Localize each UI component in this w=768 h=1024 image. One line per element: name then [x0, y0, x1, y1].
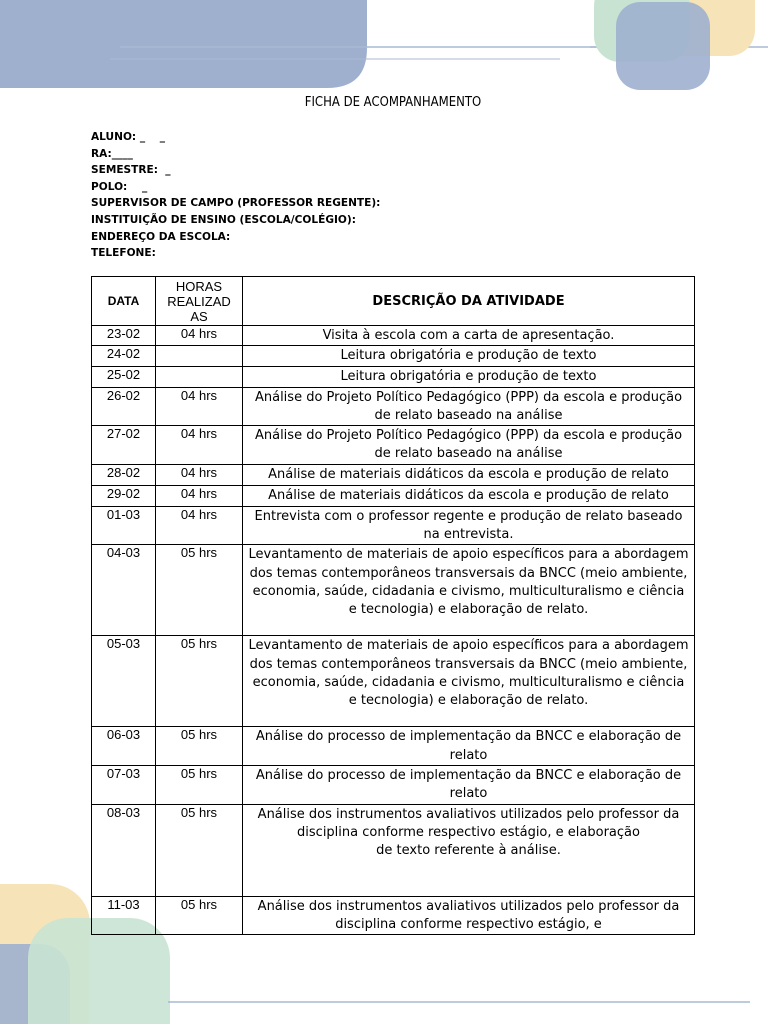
table-row — [92, 387, 695, 426]
table-row — [92, 896, 695, 935]
table-row — [92, 765, 695, 804]
table-row — [92, 545, 695, 636]
row-date: 11-03 — [92, 896, 156, 935]
activity-table — [91, 276, 695, 935]
description-line: Análise do Projeto Político Pedagógico (PPP) da escola e produção de relato baseado na análise — [254, 428, 683, 462]
row-description — [243, 346, 695, 366]
table-row — [92, 426, 695, 465]
table-row — [92, 485, 695, 506]
row-date: 05-03 — [92, 636, 156, 727]
description-line: Análise do processo de implementação da BNCC e elaboração de relato — [255, 767, 682, 802]
header-description: DESCRIÇÃO DA ATIVIDADE — [243, 277, 695, 326]
row-description — [243, 765, 695, 804]
row-description — [243, 727, 695, 766]
row-hours: 04 hrs — [156, 326, 243, 346]
table-row — [92, 346, 695, 366]
row-date: 27-02 — [92, 426, 156, 465]
row-date: 26-02 — [92, 387, 156, 426]
description-line: Entrevista com o professor regente e produção de relato baseado na entrevista. — [254, 508, 683, 543]
row-description — [243, 426, 695, 465]
row-date: 25-02 — [92, 366, 156, 387]
row-hours: 05 hrs — [156, 727, 243, 766]
row-description — [243, 506, 695, 545]
header-decoration — [0, 0, 768, 100]
table-row — [92, 636, 695, 727]
row-hours: 04 hrs — [156, 426, 243, 465]
header-hours: HORAS REALIZAD AS — [156, 277, 243, 326]
description-line: Análise do processo de implementação da BNCC e elaboração de relato — [255, 729, 682, 763]
row-date: 28-02 — [92, 464, 156, 485]
row-description — [243, 896, 695, 935]
description-line: Visita à escola com a carta de apresentação. — [322, 328, 615, 343]
description-line: Análise dos instrumentos avaliativos utilizados pelo professor da disciplina conforme respectivo estágio, e — [257, 898, 680, 932]
row-description — [243, 545, 695, 636]
student-info — [91, 129, 380, 262]
field-polo: POLO: _ — [91, 179, 148, 193]
row-hours: 05 hrs — [156, 545, 243, 636]
table-row — [92, 464, 695, 485]
row-date: 29-02 — [92, 485, 156, 506]
row-description — [243, 485, 695, 506]
row-date: 23-02 — [92, 326, 156, 346]
description-line: Leitura obrigatória e produção de texto — [340, 368, 597, 384]
table-row — [92, 366, 695, 387]
row-hours: 04 hrs — [156, 464, 243, 485]
row-date: 08-03 — [92, 804, 156, 896]
field-instituicao: INSTITUIÇÃO DE ENSINO (ESCOLA/COLÉGIO): — [91, 212, 356, 226]
field-telefone: TELEFONE: — [91, 246, 156, 260]
row-description — [243, 387, 695, 426]
row-description — [243, 804, 695, 896]
row-date: 04-03 — [92, 545, 156, 636]
header-date: DATA — [92, 277, 156, 326]
row-description — [243, 366, 695, 387]
page-title: FICHA DE ACOMPANHAMENTO — [304, 95, 482, 110]
field-supervisor: SUPERVISOR DE CAMPO (PROFESSOR REGENTE): — [91, 196, 381, 210]
row-hours: 05 hrs — [156, 765, 243, 804]
table-row — [92, 727, 695, 766]
row-hours: 05 hrs — [156, 896, 243, 935]
field-ra: RA:____ — [91, 146, 133, 160]
table-body — [92, 326, 695, 935]
row-hours: 04 hrs — [156, 506, 243, 545]
row-date: 24-02 — [92, 346, 156, 366]
row-hours: 05 hrs — [156, 804, 243, 896]
table-row — [92, 506, 695, 545]
description-line: Leitura obrigatória e produção de texto — [340, 348, 597, 364]
description-line: de texto referente à análise. — [376, 843, 561, 859]
field-endereco: ENDEREÇO DA ESCOLA: — [91, 229, 231, 243]
row-hours: 05 hrs — [156, 636, 243, 727]
row-description — [243, 326, 695, 346]
row-hours — [156, 346, 243, 366]
table-row — [92, 326, 695, 346]
field-aluno: ALUNO: _ _ — [91, 130, 166, 143]
description-line: Análise de materiais didáticos da escola e produção de relato — [268, 466, 669, 482]
row-hours — [156, 366, 243, 387]
description-line: Levantamento de materiais de apoio específicos para a abordagem dos temas contemporâneos transversais da BNCC (meio ambiente, economia, saúde, cidadania e civismo, multiculturalismo e ciência e tecnologia) e elaboração de relato. — [248, 547, 689, 618]
row-hours: 04 hrs — [156, 485, 243, 506]
description-line: Análise do Projeto Político Pedagógico (PPP) da escola e produção de relato baseado na análise — [254, 389, 683, 423]
row-date: 06-03 — [92, 727, 156, 766]
description-line: Levantamento de materiais de apoio específicos para a abordagem dos temas contemporâneos transversais da BNCC (meio ambiente, economia, saúde, cidadania e civismo, multiculturalismo e ciência e tecnologia) e elaboração de relato. — [248, 638, 689, 709]
row-hours: 04 hrs — [156, 387, 243, 426]
table-header-row — [92, 277, 695, 326]
table-row — [92, 804, 695, 896]
row-date: 07-03 — [92, 765, 156, 804]
field-semestre: SEMESTRE: _ — [91, 163, 171, 177]
row-date: 01-03 — [92, 506, 156, 545]
description-line: Análise de materiais didáticos da escola e produção de relato — [268, 487, 669, 503]
row-description — [243, 636, 695, 727]
row-description — [243, 464, 695, 485]
description-line: Análise dos instrumentos avaliativos utilizados pelo professor da disciplina conforme respectivo estágio, e elaboração — [257, 806, 680, 840]
